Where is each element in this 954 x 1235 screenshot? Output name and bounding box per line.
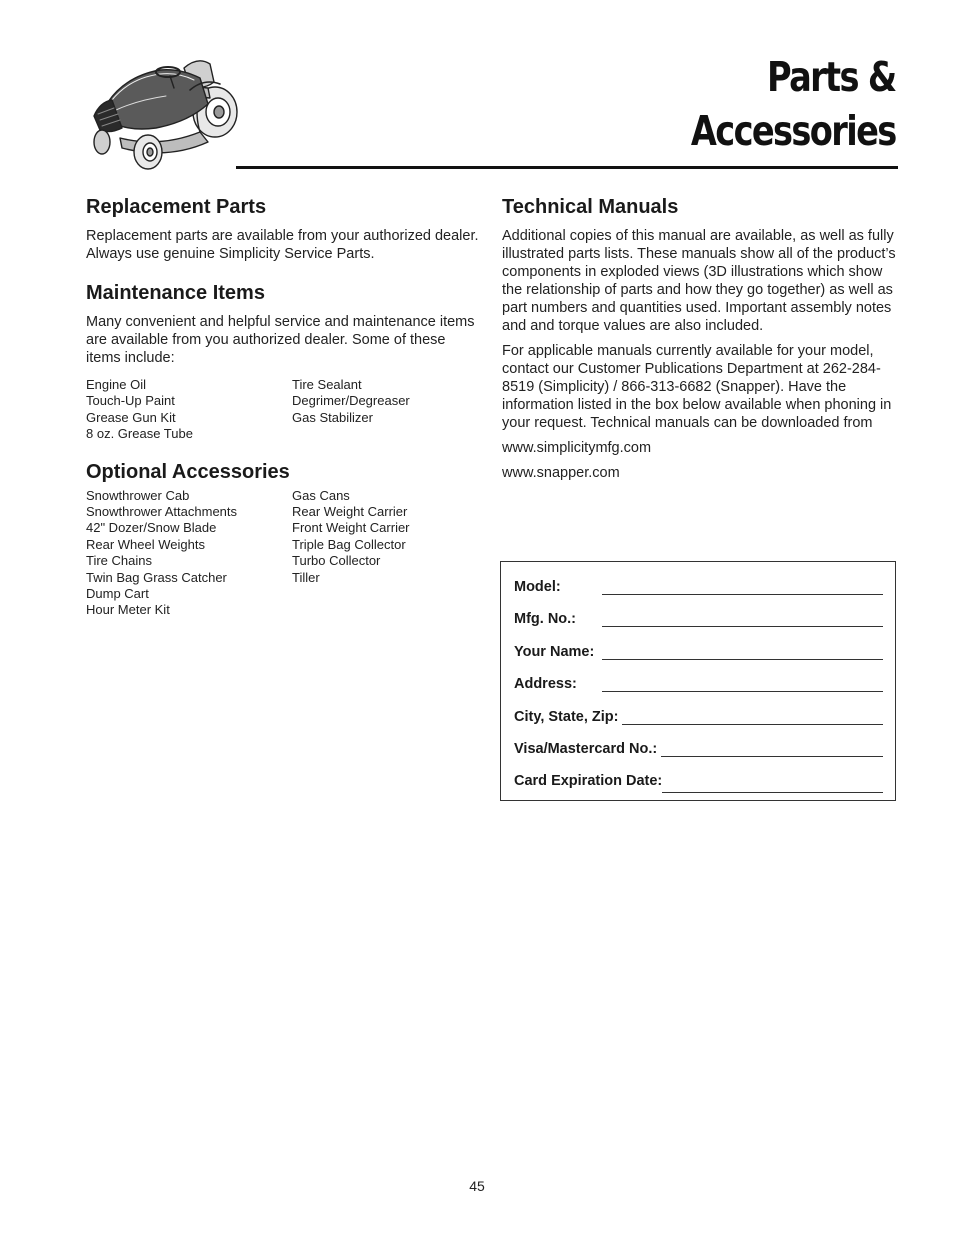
maintenance-items-body: Many convenient and helpful service and maintenance items are available from you authorized dealer. Some of these items include: bbox=[86, 314, 475, 366]
list-item: Gas Stabilizer bbox=[292, 409, 373, 425]
card-expiration-field-row bbox=[514, 758, 883, 790]
model-field-row bbox=[514, 574, 883, 596]
page-title bbox=[691, 50, 896, 158]
list-item: Tiller bbox=[292, 569, 320, 585]
mfg-no-field-row bbox=[514, 596, 883, 628]
list-item: Tire Chains bbox=[86, 553, 152, 569]
replacement-parts-body: Replacement parts are available from your authorized dealer. Always use genuine Simplicity Service Parts. bbox=[86, 228, 479, 262]
your-name-field-row bbox=[514, 628, 883, 660]
address-field-row bbox=[514, 661, 883, 693]
model-field-line[interactable] bbox=[602, 576, 883, 595]
riding-lawn-tractor-icon bbox=[80, 50, 245, 175]
list-item: Touch-Up Paint bbox=[86, 393, 175, 409]
card-number-field-line[interactable] bbox=[661, 738, 883, 757]
list-item: Degrimer/Degreaser bbox=[292, 393, 410, 409]
maintenance-items-column-2 bbox=[292, 377, 482, 443]
left-column bbox=[86, 195, 481, 619]
right-column bbox=[502, 195, 898, 482]
address-field-line[interactable] bbox=[602, 673, 883, 692]
page-title-line1: Parts & bbox=[767, 53, 896, 101]
page-title-line2: Accessories bbox=[691, 107, 896, 155]
list-item: Rear Wheel Weights bbox=[86, 536, 205, 552]
mfg-no-field-line[interactable] bbox=[602, 608, 883, 627]
maintenance-items-section bbox=[86, 281, 481, 443]
technical-manuals-heading: Technical Manuals bbox=[502, 196, 679, 218]
customer-info-box bbox=[500, 561, 896, 801]
optional-accessories-column-2 bbox=[292, 488, 482, 619]
list-item: Snowthrower Attachments bbox=[86, 504, 238, 520]
optional-accessories-heading: Optional Accessories bbox=[86, 460, 290, 483]
list-item: Tire Sealant bbox=[292, 377, 362, 392]
list-item: Grease Gun Kit bbox=[86, 409, 176, 425]
mfg-no-label: Mfg. No.: bbox=[514, 611, 577, 628]
card-number-label: Visa/Mastercard No.: bbox=[514, 740, 658, 757]
snapper-website-link[interactable]: www.snapper.com bbox=[502, 465, 620, 481]
model-label: Model: bbox=[514, 579, 561, 595]
maintenance-items-list bbox=[86, 377, 481, 443]
maintenance-items-heading: Maintenance Items bbox=[86, 282, 265, 304]
optional-accessories-section bbox=[86, 460, 481, 619]
technical-manuals-para1: Additional copies of this manual are available, as well as fully illustrated parts lists. These manuals show all of the product’s components in exploded views (3D illustrations which show the relationship of parts and how they go together) as well as part numbers and quantities used. Important assembly notes and and torque values are also included. bbox=[502, 228, 896, 334]
list-item: Triple Bag Collector bbox=[292, 536, 406, 552]
optional-accessories-column-1 bbox=[86, 488, 292, 619]
list-item: Hour Meter Kit bbox=[86, 602, 170, 618]
page-number: 45 bbox=[469, 1178, 485, 1194]
list-item: Twin Bag Grass Catcher bbox=[86, 569, 227, 585]
replacement-parts-section bbox=[86, 195, 481, 263]
list-item: Gas Cans bbox=[292, 487, 350, 503]
card-number-field-row bbox=[514, 726, 883, 758]
title-divider bbox=[236, 166, 898, 169]
city-state-zip-field-line[interactable] bbox=[622, 706, 883, 725]
list-item: 8 oz. Grease Tube bbox=[86, 426, 193, 442]
replacement-parts-heading: Replacement Parts bbox=[86, 196, 267, 218]
list-item: Front Weight Carrier bbox=[292, 520, 410, 536]
maintenance-items-column-1 bbox=[86, 377, 292, 443]
your-name-label: Your Name: bbox=[514, 643, 595, 660]
address-label: Address: bbox=[514, 676, 577, 693]
technical-manuals-section bbox=[502, 195, 898, 482]
your-name-field-line[interactable] bbox=[602, 641, 883, 660]
city-state-zip-label: City, State, Zip: bbox=[514, 708, 619, 725]
list-item: Dump Cart bbox=[86, 586, 149, 602]
technical-manuals-para2: For applicable manuals currently available for your model, contact our Customer Publications Department at 262-284-8519 (Simplicity) / 866-313-6682 (Snapper). Have the information listed in the box below available when phoning in your request. Technical manuals can be downloaded from bbox=[502, 343, 892, 431]
optional-accessories-list bbox=[86, 488, 481, 619]
city-state-zip-field-row bbox=[514, 693, 883, 725]
list-item: Turbo Collector bbox=[292, 553, 381, 569]
list-item: Snowthrower Cab bbox=[86, 487, 190, 503]
list-item: Rear Weight Carrier bbox=[292, 504, 408, 520]
card-expiration-label: Card Expiration Date: bbox=[514, 773, 663, 790]
card-expiration-field-line[interactable] bbox=[662, 774, 883, 793]
simplicity-website-link[interactable]: www.simplicitymfg.com bbox=[502, 440, 652, 456]
list-item: 42" Dozer/Snow Blade bbox=[86, 520, 217, 536]
list-item: Engine Oil bbox=[86, 377, 146, 392]
